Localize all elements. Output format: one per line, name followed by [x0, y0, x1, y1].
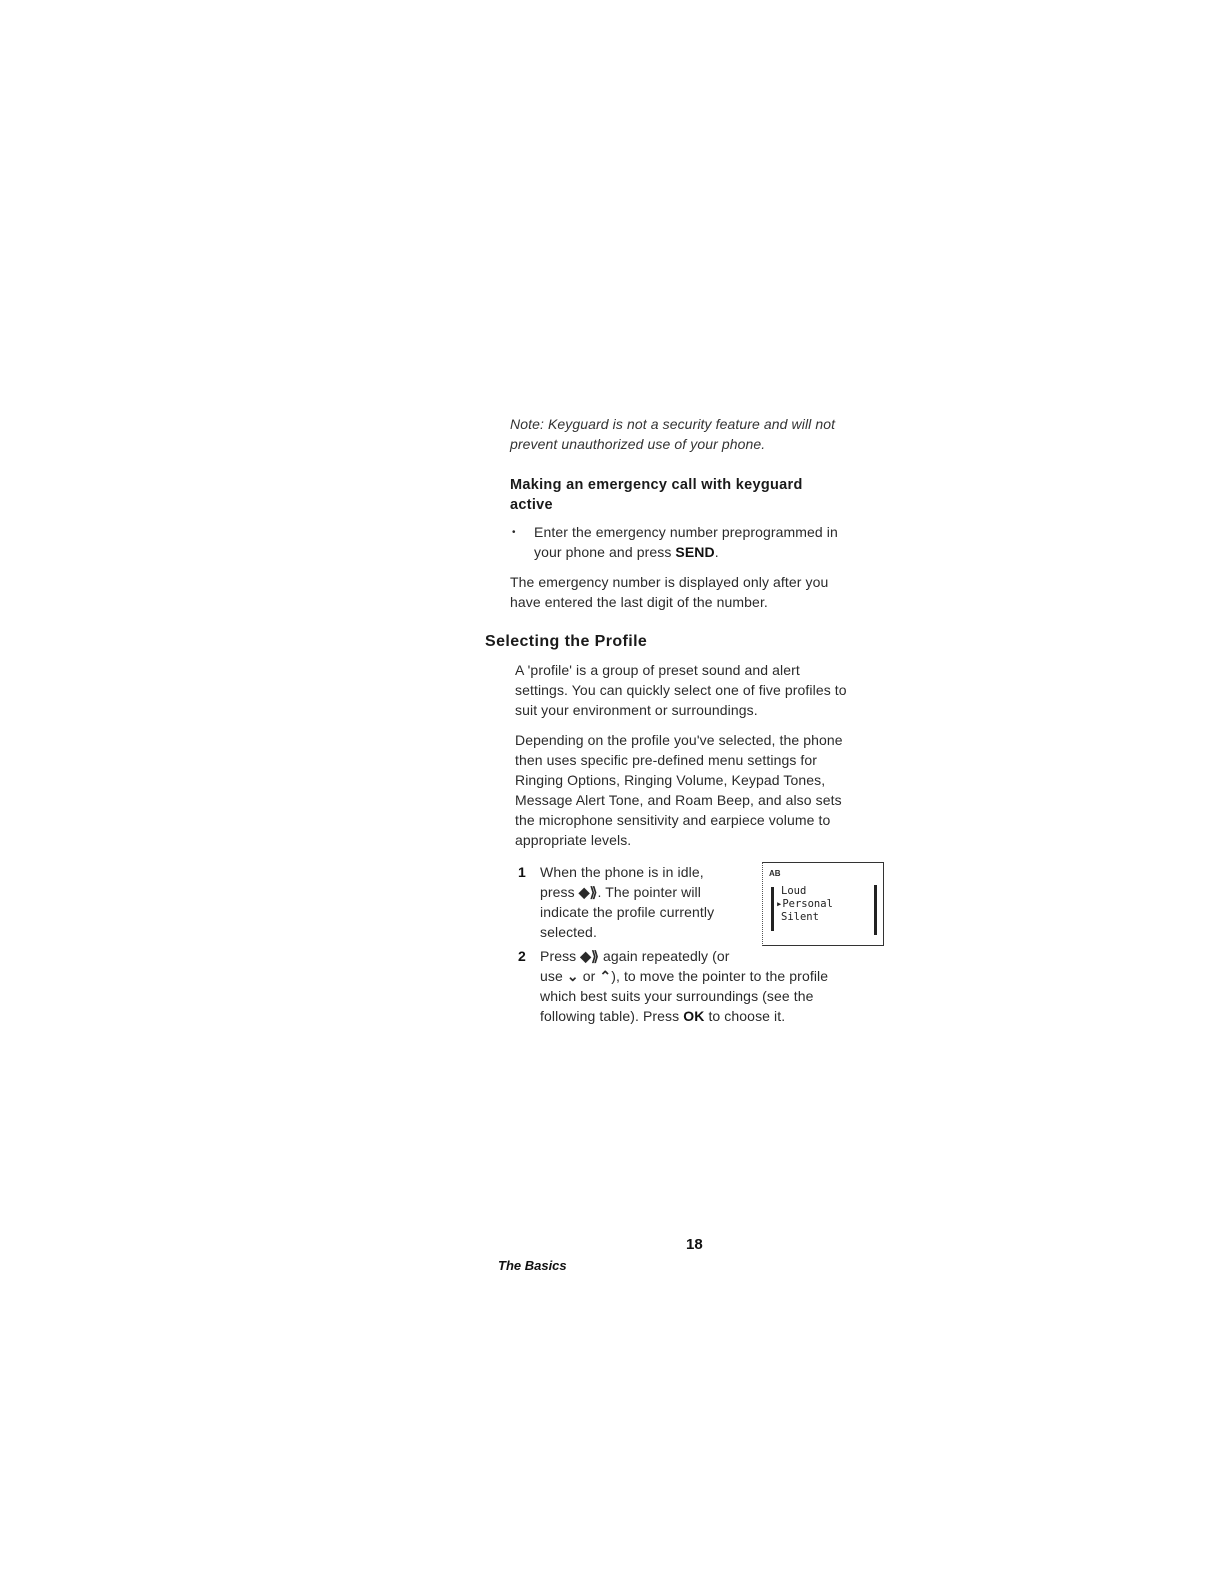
emergency-heading	[510, 475, 803, 515]
chapter-title: The Basics	[498, 1258, 567, 1273]
signal-bar-icon	[771, 887, 774, 931]
profile-item-loud: Loud	[781, 885, 807, 897]
profile-item-personal: ▸Personal	[776, 898, 833, 910]
step-line: which best suits your surroundings (see the	[540, 988, 814, 1004]
phone-display	[762, 862, 884, 946]
bullet-line: your phone and press SEND.	[534, 544, 719, 560]
step-2	[518, 946, 828, 1026]
profile-item-silent: Silent	[781, 911, 819, 923]
paragraph-line: Ringing Options, Ringing Volume, Keypad Tones,	[515, 772, 826, 788]
step-number: 2	[518, 948, 526, 964]
profile-paragraph-1	[515, 660, 847, 720]
signal-indicator: AB	[769, 869, 781, 878]
scroll-down-icon: ⌄	[566, 968, 579, 984]
bullet-line: Enter the emergency number preprogrammed in	[534, 524, 838, 540]
paragraph-line: suit your environment or surroundings.	[515, 702, 758, 718]
step-1	[518, 862, 714, 942]
emergency-paragraph	[510, 572, 828, 612]
step-line: following table). Press OK to choose it.	[540, 1008, 786, 1024]
emergency-bullet	[510, 522, 838, 562]
battery-bar-icon	[874, 885, 877, 935]
step-line: When the phone is in idle,	[540, 864, 704, 880]
profile-paragraph-2	[515, 730, 843, 850]
paragraph-line: A 'profile' is a group of preset sound and alert	[515, 662, 800, 678]
page-number: 18	[686, 1236, 703, 1253]
paragraph-line: have entered the last digit of the number.	[510, 594, 768, 610]
paragraph-line: Depending on the profile you've selected, the phone	[515, 732, 843, 748]
keyguard-note	[510, 414, 835, 454]
menu-key-icon: ◆⟫	[580, 948, 600, 964]
note-line: prevent unauthorized use of your phone.	[510, 436, 766, 452]
paragraph-line: then uses specific pre-defined menu settings for	[515, 752, 818, 768]
step-line: indicate the profile currently	[540, 904, 715, 920]
step-line: selected.	[540, 924, 597, 940]
menu-key-icon: ◆⟫	[578, 884, 598, 900]
send-key: SEND	[675, 544, 715, 560]
bullet-icon: •	[512, 527, 516, 538]
note-line: Note: Keyguard is not a security feature and will not	[510, 416, 836, 432]
section-heading: Selecting the Profile	[485, 633, 648, 650]
step-line: press ◆⟫. The pointer will	[540, 884, 701, 900]
ok-key: OK	[683, 1008, 705, 1024]
paragraph-line: Message Alert Tone, and Roam Beep, and also sets	[515, 792, 842, 808]
paragraph-line: the microphone sensitivity and earpiece volume to	[515, 812, 831, 828]
step-line: use ⌄ or ⌃), to move the pointer to the profile	[540, 968, 829, 984]
heading-line: active	[510, 497, 553, 513]
paragraph-line: The emergency number is displayed only after you	[510, 574, 829, 590]
heading-line: Making an emergency call with keyguard	[510, 477, 803, 493]
step-line: Press ◆⟫ again repeatedly (or	[540, 948, 730, 964]
paragraph-line: appropriate levels.	[515, 832, 632, 848]
scroll-up-icon: ⌃	[599, 968, 612, 984]
step-number: 1	[518, 864, 526, 880]
paragraph-line: settings. You can quickly select one of five profiles to	[515, 682, 847, 698]
